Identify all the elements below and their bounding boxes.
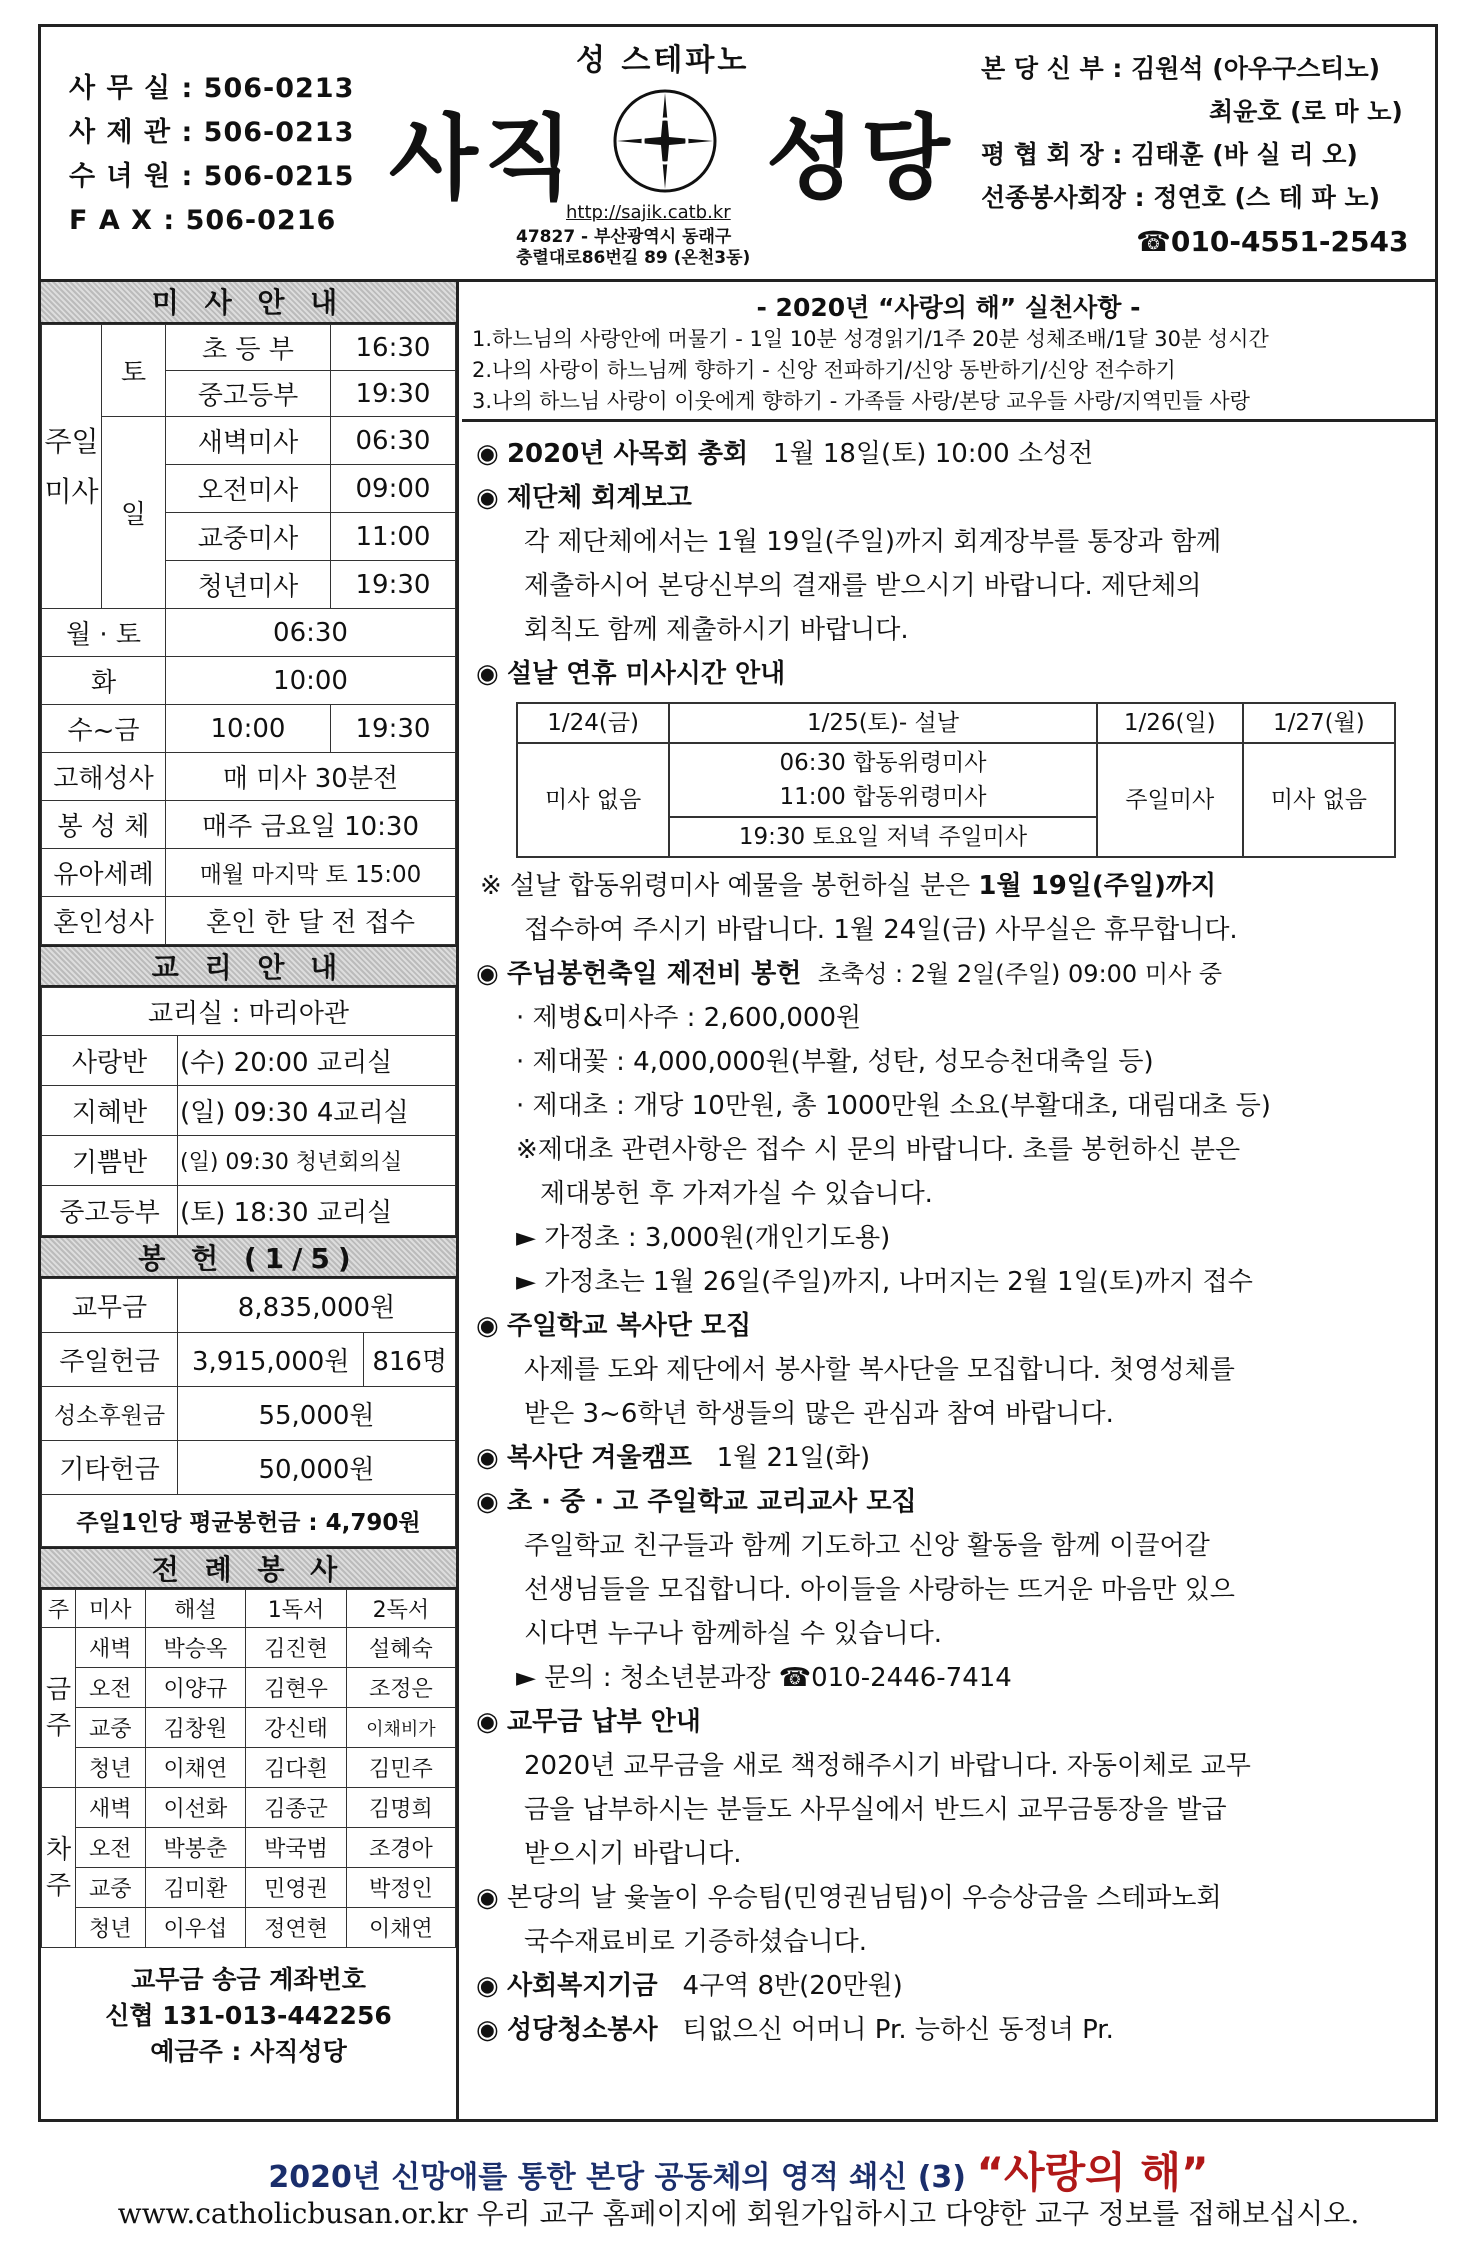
yearly-goals: - 2020년 “사랑의 해” 실천사항 - 1.하느님의 사랑안에 머물기 - 1일 10분 성경읽기/1주 20분 성체조배/1달 30분 성시간 2.나의 사랑이 하느님께 향하기 - 신앙 전파하기/신앙 동반하기/신앙 전수하기 3.나의 하느님 사랑이 이웃에게 향하기 - 가족들 사랑/본당 교우들 사랑/지역민들 사랑 <box>462 282 1435 422</box>
title-right: 성당 <box>766 105 956 212</box>
sunday-mass-label: 주일미사 <box>42 325 102 609</box>
office-row: 사 무 실 : 506-0213 <box>69 73 355 104</box>
mass-section-title: 미 사 안 내 <box>41 282 456 324</box>
news-item: ◉ 교무금 납부 안내 <box>476 1707 701 1737</box>
mass-schedule-table: 주일미사 토 초 등 부 16:30 중고등부 19:30 일 새벽미사 06:30 오전미사 09:00 교중미사 11:00 청년미사 19:30 월 · 토 06:30 화 10:00 수~금 10:00 19:30 고해성사 매 미사 30분전 봉 성 체 매주 금요일 10:30 유아세례 매월 마지막 토 15:00 혼인성사 혼인 한 달 전 접수 <box>41 324 456 945</box>
catechism-table: 교리실 : 마리아관 사랑반 (수) 20:00 교리실 지혜반 (일) 09:30 4교리실 기쁨반 (일) 09:30 청년회의실 중고등부 (토) 18:30 교리실 <box>41 987 456 1236</box>
offering-section-title: 봉 헌 (1/5) <box>41 1236 456 1278</box>
bulletin-frame <box>38 24 1438 2122</box>
office-row: 수 녀 원 : 506-0215 <box>69 161 355 192</box>
header <box>41 27 1435 282</box>
news-item: ◉ 제단체 회계보고 <box>476 483 692 513</box>
bullet-icon: ◉ <box>476 1971 499 2001</box>
office-row: 사 제 관 : 506-0213 <box>69 117 355 148</box>
footer-slogan: 2020년 신망애를 통한 본당 공동체의 영적 쇄신 (3) “사랑의 해” <box>268 2148 1209 2197</box>
news-item: ◉ 2020년 사목회 총회 1월 18일(토) 10:00 소성전 <box>476 439 1094 469</box>
parish-url[interactable]: http://sajik.catb.kr <box>566 202 731 223</box>
clergy-list <box>981 47 1403 219</box>
parish-address: 47827 - 부산광역시 동래구 충렬대로86번길 89 (온천3동) <box>516 227 751 268</box>
clergy-row: 평 협 회 장 : 김태훈 (바 실 리 오) <box>981 140 1358 169</box>
bullet-icon: ◉ <box>476 439 499 469</box>
bullet-icon: ◉ <box>476 959 499 989</box>
parish-subtitle: 성 스테파노 <box>576 43 750 78</box>
news-item: ◉ 성당청소봉사 티없으신 어머니 Pr. 능하신 동정녀 Pr. <box>476 2015 1114 2045</box>
title-left: 사직 <box>389 105 579 212</box>
news-item: ◉ 주일학교 복사단 모집 <box>476 1311 752 1341</box>
bullet-icon: ◉ <box>476 1487 499 1517</box>
news-item: ◉ 초 · 중 · 고 주일학교 교리교사 모집 <box>476 1487 917 1517</box>
news-item: ◉ 본당의 날 윷놀이 우승팀(민영권님팀)이 우승상금을 스테파노회 <box>476 1883 1222 1913</box>
office-contacts <box>69 67 354 243</box>
holiday-note: ※ 설날 합동위령미사 예물을 봉헌하실 분은 1월 19일(주일)까지 <box>480 871 1217 901</box>
saturday-label: 토 <box>102 325 166 417</box>
holiday-mass-table: 1/24(금) 1/25(토)- 설날 1/26(일) 1/27(월) 미사 없음 06:30 합동위령미사 11:00 합동위령미사 주일미사 미사 없음 19:30 토요일 저녁 주일미사 <box>516 702 1396 858</box>
sunday-label: 일 <box>102 417 166 609</box>
news-item: ◉ 사회복지기금 4구역 8반(20만원) <box>476 1971 903 2001</box>
news-list: ◉ 2020년 사목회 총회 1월 18일(토) 10:00 소성전 ◉ 제단체 회계보고 각 제단체에서는 1월 19일(주일)까지 회계장부를 통장과 함께 제출하시어 본당신부의 결재를 받으시기 바랍니다. 제단체의 회칙도 함께 제출하시기 바랍니다. ◉ 설날 연휴 미사시간 안내 1/24(금) 1/25(토)- 설날 1/26(일) 1/27(월) 미사 없음 06:30 합동위령미사 11:00 합동위령미사 주일미사 미사 없음 19:30 토요일 저녁 주일미사 ※ 설날 합동위령미사 예물을 봉헌하실 분은 1월 19일(주일)까지 접수하여 주시기 바랍니다. 1월 24일(금) 사무실은 휴무합니다. ◉ 주님봉헌축일 제전비 봉헌 초축성 : 2월 2일(주일) 09:00 미사 중 · 제병&미사주 : 2,600,000원 · 제대꽃 : 4,000,000원(부활, 성탄, 성모승천대축일 등) · 제대초 : 개당 10만원, 총 1000만원 소요(부활대초, 대림대초 등) ※제대초 관련사항은 접수 시 문의 바랍니다. 초를 봉헌하신 분은 제대봉헌 후 가져가실 수 있습니다. ► 가정초 : 3,000원(개인기도용) ► 가정초는 1월 26일(주일)까지, 나머지는 2월 1일(토)까지 접수 ◉ 주일학교 복사단 모집 사제를 도와 제단에서 봉사할 복사단을 모집합니다. 첫영성체를 받은 3~6학년 학생들의 많은 관심과 참여 바랍니다. ◉ 복사단 겨울캠프 1월 21일(화) ◉ 초 · 중 · 고 주일학교 교리교사 모집 주일학교 친구들과 함께 기도하고 신앙 활동을 함께 이끌어갈 선생님들을 모집합니다. 아이들을 사랑하는 뜨거운 마음만 있으 시다면 누구나 함께하실 수 있습니다. ► 문의 : 청소년분과장 ☎010-2446-7414 ◉ 교무금 납부 안내 2020년 교무금을 새로 책정해주시기 바랍니다. 자동이체로 교무 금을 납부하시는 분들도 사무실에서 반드시 교무금통장을 발급 받으시기 바랍니다. ◉ 본당의 날 윷놀이 우승팀(민영권님팀)이 우승상금을 스테파노회 국수재료비로 기증하셨습니다. ◉ 사회복지기금 4구역 8반(20만원) ◉ 성당청소봉사 티없으신 어머니 Pr. 능하신 동정녀 Pr. <box>462 422 1435 2052</box>
catechism-section-title: 교 리 안 내 <box>41 945 456 987</box>
contact-phone: ☎010-4551-2543 <box>1136 225 1409 258</box>
bullet-icon: ◉ <box>476 1883 499 1913</box>
clergy-row: 선종봉사회장 : 정연호 (스 테 파 노) <box>981 183 1381 212</box>
cross-logo-icon <box>611 87 719 195</box>
liturgy-section-title: 전 례 봉 사 <box>41 1547 456 1589</box>
offering-table: 교무금 8,835,000원 주일헌금 3,915,000원 816명 성소후원금 55,000원 기타헌금 50,000원 주일1인당 평균봉헌금 : 4,790원 <box>41 1278 456 1547</box>
news-item: ◉ 복사단 겨울캠프 1월 21일(화) <box>476 1443 871 1473</box>
left-sidebar <box>41 282 459 2119</box>
news-item: ◉ 주님봉헌축일 제전비 봉헌 초축성 : 2월 2일(주일) 09:00 미사 중 <box>476 959 1223 989</box>
goals-title: - 2020년 “사랑의 해” 실천사항 - <box>756 293 1141 322</box>
account-info: 교무금 송금 계좌번호 신협 131-013-442256 예금주 : 사직성당 <box>105 1965 392 2066</box>
footer-website: www.catholicbusan.or.kr 우리 교구 홈페이지에 회원가입하시고 다양한 교구 정보를 접해보십시오. <box>117 2197 1360 2230</box>
bullet-icon: ◉ <box>476 1443 499 1473</box>
bullet-icon: ◉ <box>476 659 499 689</box>
bullet-icon: ◉ <box>476 1311 499 1341</box>
office-row: F A X : 506-0216 <box>69 205 337 236</box>
bullet-icon: ◉ <box>476 1707 499 1737</box>
news-item: ◉ 설날 연휴 미사시간 안내 <box>476 659 786 689</box>
liturgy-table: 주 미사 해설 1독서 2독서 금주 새벽 박승옥 김진현 설혜숙 오전 이양규 김현우 조정은 교중 김창원 강신태 이채비가 청년 이채연 김다흰 김민주 차주 새벽 이선화 김종군 김명희 오전 박봉춘 박국범 조경아 교중 김미환 민영권 박정인 청년 이우섭 정연현 이채연 <box>41 1589 456 1948</box>
bullet-icon: ◉ <box>476 483 499 513</box>
bullet-icon: ◉ <box>476 2015 499 2045</box>
main-content <box>462 282 1435 2052</box>
clergy-row: 본 당 신 부 : 김원석 (아우구스티노) <box>981 54 1381 83</box>
offering-average: 주일1인당 평균봉헌금 : 4,790원 <box>42 1495 456 1547</box>
clergy-row: 최윤호 (로 마 노) <box>1209 97 1403 126</box>
